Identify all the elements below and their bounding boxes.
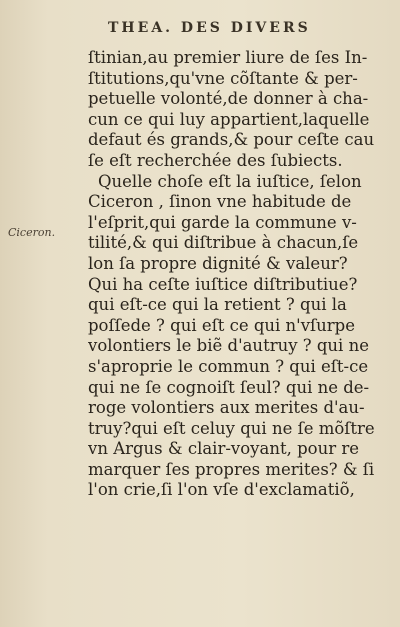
text-line: l'eſprit,qui garde la commune v-: [88, 212, 357, 232]
margin-note: Ciceron.: [8, 226, 56, 239]
text-line: vn Argus & clair-voyant, pour re: [88, 439, 359, 459]
text-line: ſe eſt recherchée des ſubiects.: [88, 150, 343, 170]
text-line: marquer ſes propres merites? & ſi: [88, 459, 375, 479]
text-line: ſtinian,au premier liure de ſes In-: [88, 48, 368, 67]
text-line: volontiers le biẽ d'autruy ? qui ne: [88, 336, 369, 356]
text-line: Qui ha ceſte iuſtice diſtributiue?: [88, 274, 358, 294]
text-line: Quelle choſe eſt la iuſtice, ſelon: [98, 171, 362, 191]
text-line: petuelle volonté,de donner à cha-: [88, 89, 369, 109]
text-line: roge volontiers aux merites d'au-: [88, 398, 365, 418]
text-line: truy?qui eſt celuy qui ne ſe mõſtre: [88, 418, 375, 438]
text-line: defaut és grands,& pour ceſte cau: [88, 130, 375, 150]
text-line: lon ſa propre dignité & valeur?: [88, 253, 348, 273]
text-line: poſſede ? qui eſt ce qui n'vſurpe: [88, 315, 355, 335]
text-line: ſtitutions,qu'vne cõſtante & per-: [88, 68, 358, 88]
text-line: cun ce qui luy appartient,laquelle: [88, 109, 370, 129]
body-text: [88, 48, 390, 501]
text-line: qui eſt-ce qui la retient ? qui la: [88, 295, 347, 315]
text-line: s'aproprie le commun ? qui eſt-ce: [88, 356, 369, 376]
running-header: THEA. DES DIVERS: [108, 20, 311, 36]
text-line: qui ne ſe cognoiſt ſeul? qui ne de-: [88, 377, 370, 397]
text-line: l'on crie,ſi l'on vſe d'exclamatiõ,: [88, 480, 355, 500]
text-line: tilité,& qui diſtribue à chacun,ſe: [88, 233, 359, 253]
text-line: Ciceron , ſinon vne habitude de: [88, 192, 352, 212]
